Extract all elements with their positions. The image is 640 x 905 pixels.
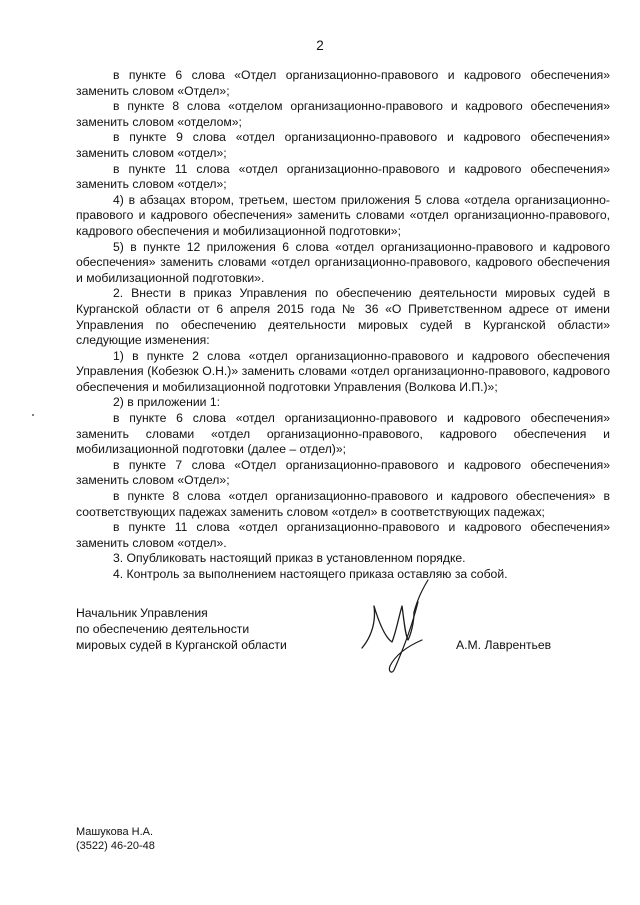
paragraph: 2) в приложении 1:: [113, 395, 220, 410]
paragraph: 3. Опубликовать настоящий приказ в установленном порядке.: [113, 551, 466, 566]
paragraph: в пункте 8 слова «отдел организационно-правового и кадрового обеспечения» в соответствующих падежах заменить словом «отдел» в соответствующих падежах;: [76, 489, 610, 519]
executor-name: Машукова Н.А.: [76, 826, 154, 838]
paragraph: 5) в пункте 12 приложения 6 слова «отдел организационно-правового и кадрового обеспечения» заменить словами «отдел организационно-правового, кадрового обеспечения и мобилизационной подготовки».: [76, 239, 610, 285]
executor-info: [76, 826, 155, 853]
page-number: 2: [316, 38, 324, 53]
executor-phone: (3522) 46-20-48: [76, 839, 155, 852]
handwritten-signature: [352, 576, 442, 676]
scan-speck: [32, 414, 34, 416]
signatory-title-line: мировых судей в Курганской области: [76, 637, 287, 652]
paragraph: 4. Контроль за выполнением настоящего приказа оставляю за собой.: [113, 567, 508, 581]
paragraph: 1) в пункте 2 слова «отдел организационно-правового и кадрового обеспечения Управления (Кобезюк О.Н.)» заменить словами «отдел организационно-правового, кадрового обеспечения и мобилизационной подготовки Управления (Волкова И.П.)»;: [76, 348, 610, 394]
paragraph: в пункте 11 слова «отдел организационно-правового и кадрового обеспечения» заменить словом «отдел».: [76, 520, 610, 550]
signatory-name: А.М. Лаврентьев: [456, 638, 552, 652]
document-body: [76, 68, 610, 583]
signatory-title-line: по обеспечению деятельности: [76, 621, 250, 636]
paragraph: 4) в абзацах втором, третьем, шестом приложения 5 слова «отдела организационно-правового и кадрового обеспечения» заменить словами «отдел организационно-правового, кадрового обеспечения и мобилизационной подготовки»;: [76, 192, 610, 238]
signatory-title: [76, 606, 287, 653]
paragraph: в пункте 6 слова «Отдел организационно-правового и кадрового обеспечения» заменить словом «Отдел»;: [76, 68, 610, 98]
paragraph: в пункте 8 слова «отделом организационно-правового и кадрового обеспечения» заменить словом «отделом»;: [76, 99, 610, 129]
paragraph: в пункте 11 слова «отдел организационно-правового и кадрового обеспечения» заменить словом «отдел»;: [76, 161, 610, 192]
signatory-title-line: Начальник Управления: [76, 606, 208, 620]
paragraph: в пункте 9 слова «отдел организационно-правового и кадрового обеспечения» заменить словом «отдел»;: [76, 130, 610, 160]
paragraph: 2. Внести в приказ Управления по обеспечению деятельности мировых судей в Курганской области от 6 апреля 2015 года № 36 «О Приветственном адресе от имени Управления по обеспечению деятельности мировых судей в Курганской области» следующие изменения:: [76, 286, 610, 348]
paragraph: в пункте 6 слова «отдел организационно-правового и кадрового обеспечения» заменить словами «отдел организационно-правового, кадрового обеспечения и мобилизационной подготовки (далее – отдел)»;: [76, 411, 610, 457]
paragraph: в пункте 7 слова «Отдел организационно-правового и кадрового обеспечения» заменить словом «Отдел»;: [76, 457, 610, 488]
